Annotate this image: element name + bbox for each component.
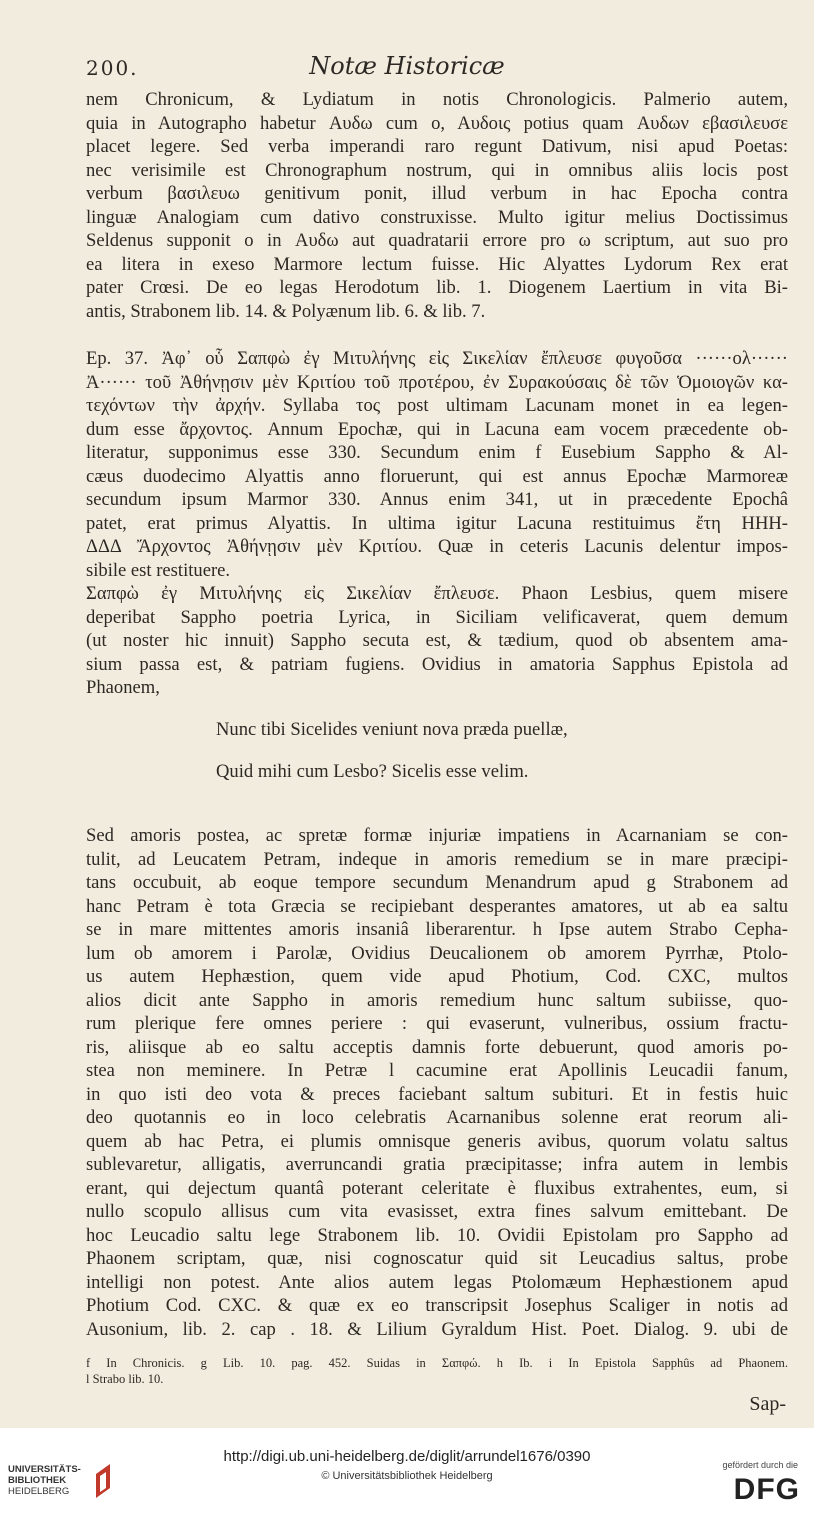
footnote-line: l Strabo lib. 10. [86, 1372, 164, 1386]
text-line: Seldenus supponit ο in Αυδω aut quadratarii errore pro ω scriptum, aut suo pro [86, 230, 788, 251]
text-line: tulit, ad Leucatem Petram, indeque in amoris remedium se in mare præcipi- [86, 848, 788, 870]
text-line: Photium Cod. CXC. & quæ ex eo transcripsit Josephus Scaliger in notis ad [86, 1295, 788, 1317]
verse-line: Nunc tibi Sicelides veniunt nova præda puellæ, [216, 719, 568, 741]
text-line: patet, erat primus Alyattis. In ultima igitur Lacuna restituimus ἔτη HHH- [86, 512, 788, 534]
text-line: Phaonem, [86, 677, 160, 698]
text-line: ΔΔΔ Ἄρχοντος Ἀθήνῃσιν μὲν Κριτίου. Quæ in ceteris Lacunis delentur impos- [86, 536, 788, 557]
text-line: placet legere. Sed verba imperandi raro regunt Dativum, nisi apud Poetas: [86, 136, 788, 157]
text-line: se in mare mittentes amoris insaniâ liberarentur. h Ipse autem Strabo Cepha- [86, 919, 788, 941]
text-line: in quo isti deo vota & preces faciebant saltum subituri. Et in festis huic [86, 1083, 788, 1105]
text-line: erant, qui dejectum quantâ poterant celeritate è fluxibus extrahentes, eum, si [86, 1177, 788, 1199]
text-line: hanc Petram è tota Græcia se recipiebant desperantes amatores, ut ab ea saltu [86, 895, 788, 917]
text-line: nec verisimile est Chronographum nostrum, qui in omnibus aliis locis post [86, 159, 788, 181]
running-head: Notæ Historicæ [309, 52, 505, 80]
text-line: lum ob amorem i Parolæ, Ovidius Deucalionem ob amorem Pyrrhæ, Ptolo- [86, 942, 788, 964]
library-name-line: UNIVERSITÄTS- [8, 1464, 81, 1475]
verse-line: Quid mihi cum Lesbo? Sicelis esse velim. [216, 761, 529, 783]
spacer [86, 802, 788, 824]
page-number: 200. [86, 56, 139, 80]
text-line: nem Chronicum, & Lydiatum in notis Chronologicis. Palmerio autem, [86, 89, 788, 110]
text-line: rum plerique fere omnes periere : qui evaserunt, vulneribus, ossium fractu- [86, 1013, 788, 1035]
text-line: cæus duodecimo Alyattis anno floruerunt, qui est annus Epochæ Marmoreæ [86, 465, 788, 487]
text-line: linguæ Analogiam cum dativo construxisse. Multo igitur melius Doctissimus [86, 206, 788, 228]
paragraph-1 [86, 88, 788, 323]
funding-note: gefördert durch die [722, 1460, 798, 1470]
text-line: sublevaretur, alligatis, averruncandi gratia præcipitasse; infra autem in lembis [86, 1154, 788, 1176]
footnote-line: f In Chronicis. g Lib. 10. pag. 452. Suidas in Σαπφώ. h Ib. i In Epistola Sapphûs ad Phaonem. [86, 1356, 788, 1370]
text-line: sium passa est, & patriam fugiens. Ovidius in amatoria Sapphus Epistola ad [86, 653, 788, 675]
main-text [86, 88, 788, 1341]
text-line: ris, aliisque ab eo saltu acceptis damnis forte debuerunt, quod amoris po- [86, 1036, 788, 1058]
text-line: deperibat Sappho poetria Lyrica, in Siciliam velificaverat, quem demum [86, 606, 788, 628]
footnotes [86, 1355, 788, 1387]
text-line: dum esse ἄρχοντος. Annum Epochæ, qui in Lacuna eam vocem præcedente ob- [86, 418, 788, 440]
verse-quote [216, 718, 788, 784]
library-name-line: HEIDELBERG [8, 1486, 70, 1497]
text-line: verbum βασιλευω genitivum ponit, illud verbum in hac Epocha contra [86, 183, 788, 204]
text-line: nullo scopulo allisus cum vita evasisset, extra fines salvum emittebant. De [86, 1201, 788, 1223]
text-line: deo quotannis eo in loco celebratis Acarnanibus solenne erat reorum ali- [86, 1107, 788, 1129]
text-line: (ut noster hic innuit) Sappho secuta est, & tædium, quod ob absentem ama- [86, 630, 788, 651]
text-line: Sed amoris postea, ac spretæ formæ injuriæ impatiens in Acarnaniam se con- [86, 825, 788, 847]
text-line: stea non meminere. In Petræ l cacumine erat Apollinis Leucadii fanum, [86, 1060, 788, 1082]
permalink-url[interactable]: http://digi.ub.uni-heidelberg.de/diglit/arrundel1676/0390 [223, 1448, 591, 1465]
text-line: τεχόντων τὴν ἀρχήν. Syllaba τος post ultimam Lacunam monet in ea legen- [86, 395, 788, 416]
text-line: us autem Hephæstion, quem vide apud Photium, Cod. CXC, multos [86, 966, 788, 988]
dfg-logo: DFG [733, 1473, 800, 1506]
text-line: Ausonium, lib. 2. cap . 18. & Lilium Gyraldum Hist. Poet. Dialog. 9. ubi de [86, 1318, 788, 1340]
spacer [86, 323, 788, 347]
text-line: alios dicit ante Sappho in amoris remedium hunc saltum subiisse, quo- [86, 989, 788, 1011]
library-name-line: BIBLIOTHEK [8, 1475, 67, 1486]
text-line: secundum ipsum Marmor 330. Annus enim 341, ut in præcedente Epochâ [86, 489, 788, 510]
text-line: Ep. 37. Ἀφ᾽ οὗ Σαπφὼ ἐγ Μιτυλήνης εἰς Σικελίαν ἔπλευσε φυγοῦσα ······ολ······ [86, 348, 788, 369]
text-line: sibile est restituere. [86, 559, 231, 581]
text-line: Σαπφὼ ἐγ Μιτυλήνης εἰς Σικελίαν ἔπλευσε. Phaon Lesbius, quem misere [86, 583, 788, 604]
text-line: antis, Strabonem lib. 14. & Polyænum lib. 6. & lib. 7. [86, 300, 486, 322]
paragraph-2 [86, 347, 788, 582]
catchword: Sap- [749, 1393, 786, 1415]
paragraph-3 [86, 582, 788, 700]
text-line: hoc Leucadio saltu lege Strabonem lib. 10. Ovidii Epistolam pro Sappho ad [86, 1224, 788, 1246]
text-line: pater Crœsi. De eo legas Herodotum lib. 1. Diogenem Laertium in vita Bi- [86, 277, 788, 298]
text-line: intelligi non potest. Ante alios autem legas Ptolomæum Hephæstionem apud [86, 1271, 788, 1293]
text-line: quem ab hac Petra, ei plumis omnisque generis avibus, quorum volatu saltus [86, 1130, 788, 1152]
text-line: ea litera in exeso Marmore lectum fuisse. Hic Alyattes Lydorum Rex erat [86, 253, 788, 275]
text-line: literatur, supponimus esse 330. Secundum enim f Eusebium Sappho & Al- [86, 442, 788, 463]
text-line: Ἀ······ τοῦ Ἀθήνῃσιν μὲν Κριτίου τοῦ προτέρου, ἐν Συρακούσαις δὲ τῶν Ὁμοιογῶν κα- [86, 371, 788, 393]
text-line: quia in Autographo habetur Αυδω cum ο, Αυδοις potius quam Αυδων εβασιλευσε [86, 112, 788, 134]
text-line: Phaonem scriptam, quæ, nisi cognoscatur quid sit Leucadius saltus, probe [86, 1248, 788, 1270]
text-line: tans occubuit, ab eoque tempore secundum Menandrum apud g Strabonem ad [86, 872, 788, 894]
copyright-notice: © Universitätsbibliothek Heidelberg [321, 1470, 493, 1482]
paragraph-4 [86, 824, 788, 1341]
